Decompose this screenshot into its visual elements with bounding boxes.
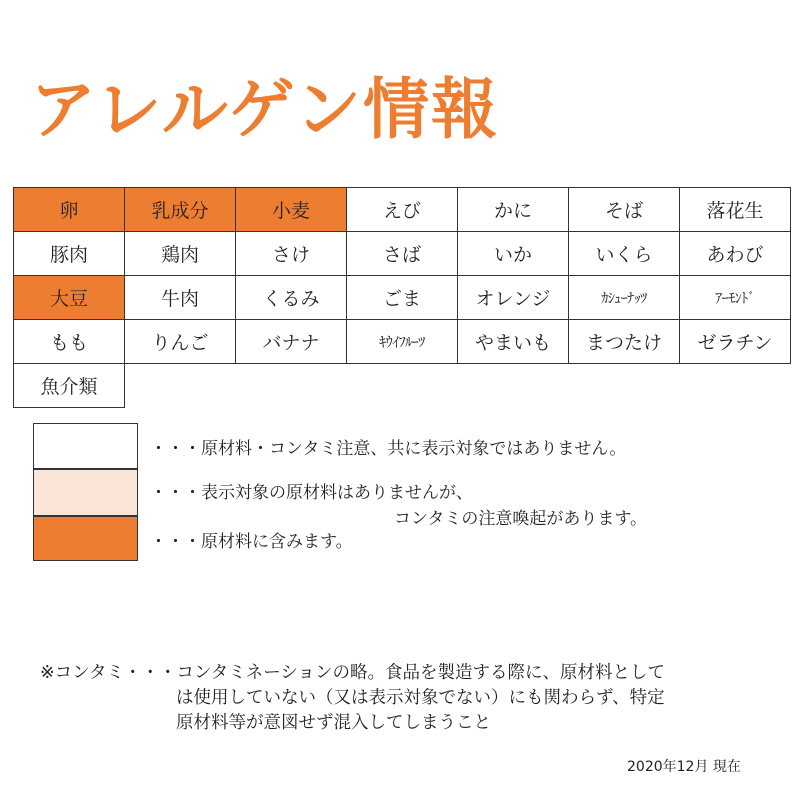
page-title: アレルゲン情報: [30, 71, 500, 148]
contamination-note-line-3: 原材料等が意図せず混入してしまうこと: [176, 713, 491, 733]
allergen-cell: ｷｳｲﾌﾙｰﾂ: [347, 320, 458, 364]
allergen-cell: 落花生: [680, 188, 791, 232]
allergen-cell: 豚肉: [14, 232, 125, 276]
allergen-cell: 牛肉: [125, 276, 236, 320]
allergen-cell: りんご: [125, 320, 236, 364]
allergen-row: [14, 364, 791, 408]
legend-swatch-none: [33, 423, 138, 469]
allergen-row: [14, 320, 791, 364]
allergen-cell: いくら: [569, 232, 680, 276]
allergen-cell: まつたけ: [569, 320, 680, 364]
legend-swatch-contains: [33, 516, 138, 561]
allergen-cell: もも: [14, 320, 125, 364]
allergen-cell: ごま: [347, 276, 458, 320]
allergen-cell: かに: [458, 188, 569, 232]
allergen-cell: さば: [347, 232, 458, 276]
allergen-row: [14, 188, 791, 232]
allergen-cell: やまいも: [458, 320, 569, 364]
allergen-row: [14, 276, 791, 320]
allergen-cell: 大豆: [14, 276, 125, 320]
allergen-table: [13, 187, 791, 408]
legend-text-contains: ・・・原材料に含みます。: [150, 532, 353, 552]
allergen-cell: 鶏肉: [125, 232, 236, 276]
allergen-cell: さけ: [236, 232, 347, 276]
legend-text-contamination-1: ・・・表示対象の原材料はありませんが、: [150, 483, 473, 503]
as-of-date: 2020年12月 現在: [627, 759, 741, 775]
allergen-cell: いか: [458, 232, 569, 276]
allergen-cell: 卵: [14, 188, 125, 232]
allergen-cell: くるみ: [236, 276, 347, 320]
allergen-cell: バナナ: [236, 320, 347, 364]
allergen-cell: あわび: [680, 232, 791, 276]
allergen-cell: ｶｼｭｰﾅｯﾂ: [569, 276, 680, 320]
allergen-cell: オレンジ: [458, 276, 569, 320]
allergen-cell: そば: [569, 188, 680, 232]
allergen-cell: ゼラチン: [680, 320, 791, 364]
legend-text-contamination-2: コンタミの注意喚起があります。: [394, 509, 647, 529]
allergen-cell: 小麦: [236, 188, 347, 232]
allergen-cell: えび: [347, 188, 458, 232]
contamination-note-line-1: ※コンタミ・・・コンタミネーションの略。食品を製造する際に、原材料として: [40, 663, 666, 683]
allergen-row: [14, 232, 791, 276]
contamination-note-line-2: は使用していない（又は表示対象でない）にも関わらず、特定: [176, 688, 665, 708]
allergen-cell: ｱｰﾓﾝﾄﾞ: [680, 276, 791, 320]
allergen-cell: 乳成分: [125, 188, 236, 232]
legend-swatch-contamination: [33, 469, 138, 516]
allergen-cell: 魚介類: [14, 364, 125, 408]
legend-text-none: ・・・原材料・コンタミ注意、共に表示対象ではありません。: [150, 439, 627, 459]
